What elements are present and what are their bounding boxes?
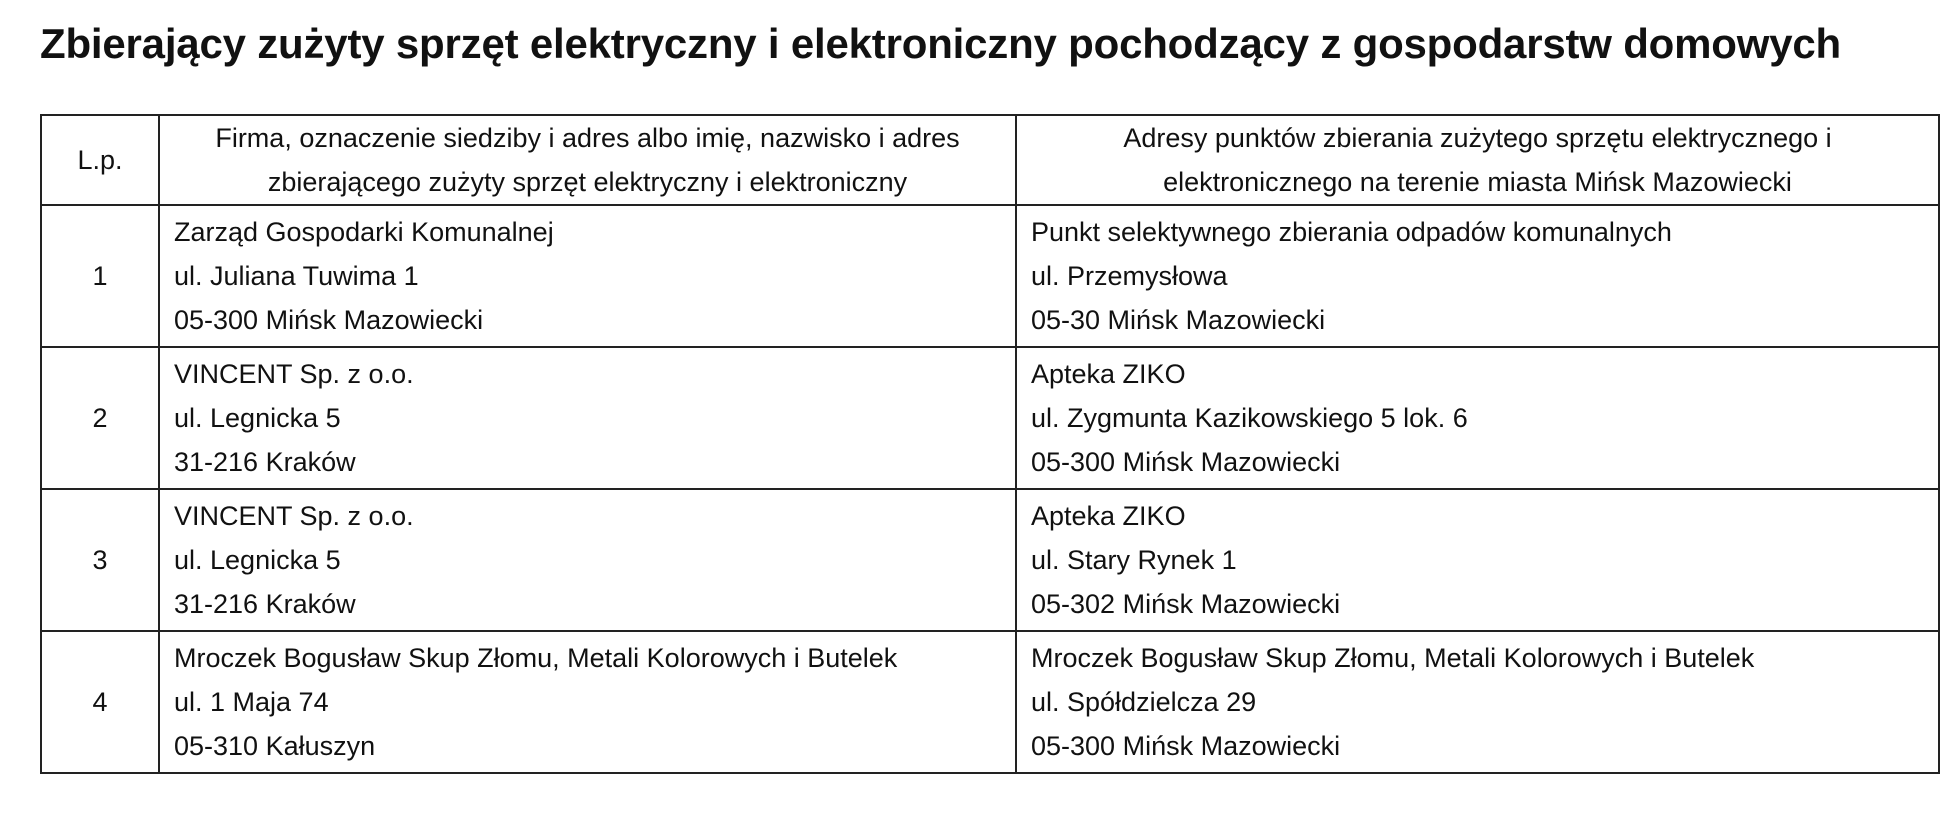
table-row (41, 347, 1939, 489)
header-firm-line: Firma, oznaczenie siedziby i adres albo imię, nazwisko i adres (215, 123, 960, 153)
firm-line: 31-216 Kraków (174, 447, 356, 477)
collectors-table (40, 114, 1940, 774)
address-line: 05-30 Mińsk Mazowiecki (1031, 305, 1326, 335)
firm-line: Mroczek Bogusław Skup Złomu, Metali Kolorowych i Butelek (174, 643, 898, 673)
address-line: 05-300 Mińsk Mazowiecki (1031, 447, 1341, 477)
header-lp-label: L.p. (77, 145, 123, 175)
address-line: ul. Stary Rynek 1 (1031, 545, 1237, 575)
address-line: Apteka ZIKO (1031, 359, 1186, 389)
header-firm (159, 115, 1016, 205)
firm-line: 31-216 Kraków (174, 589, 356, 619)
row-number: 1 (41, 205, 159, 347)
firm-line: 05-300 Mińsk Mazowiecki (174, 305, 484, 335)
page-title: Zbierający zużyty sprzęt elektryczny i elektroniczny pochodzący z gospodarstw domowych (40, 20, 1841, 67)
row-number: 4 (41, 631, 159, 773)
address-cell (1016, 205, 1939, 347)
address-line: Apteka ZIKO (1031, 501, 1186, 531)
address-line: ul. Spółdzielcza 29 (1031, 687, 1257, 717)
table-row (41, 489, 1939, 631)
address-cell (1016, 631, 1939, 773)
address-line: Punkt selektywnego zbierania odpadów komunalnych (1031, 217, 1672, 247)
header-lp (41, 115, 159, 205)
address-line: 05-300 Mińsk Mazowiecki (1031, 731, 1341, 761)
firm-line: ul. Juliana Tuwima 1 (174, 261, 419, 291)
address-cell (1016, 347, 1939, 489)
firm-cell (159, 489, 1016, 631)
firm-line: VINCENT Sp. z o.o. (174, 359, 414, 389)
firm-line: VINCENT Sp. z o.o. (174, 501, 414, 531)
row-number: 2 (41, 347, 159, 489)
table-row (41, 205, 1939, 347)
row-number: 3 (41, 489, 159, 631)
firm-line: Zarząd Gospodarki Komunalnej (174, 217, 554, 247)
table-row (41, 631, 1939, 773)
firm-cell (159, 205, 1016, 347)
firm-line: ul. Legnicka 5 (174, 403, 341, 433)
firm-line: 05-310 Kałuszyn (174, 731, 376, 761)
address-line: ul. Zygmunta Kazikowskiego 5 lok. 6 (1031, 403, 1468, 433)
address-line: ul. Przemysłowa (1031, 261, 1228, 291)
address-line: Mroczek Bogusław Skup Złomu, Metali Kolorowych i Butelek (1031, 643, 1755, 673)
header-address-line: Adresy punktów zbierania zużytego sprzętu elektrycznego i (1123, 123, 1832, 153)
firm-line: ul. Legnicka 5 (174, 545, 341, 575)
address-cell (1016, 489, 1939, 631)
header-firm-line: zbierającego zużyty sprzęt elektryczny i elektroniczny (267, 167, 908, 197)
header-address (1016, 115, 1939, 205)
table-header-row (41, 115, 1939, 205)
firm-cell (159, 631, 1016, 773)
header-address-line: elektronicznego na terenie miasta Mińsk Mazowiecki (1163, 167, 1792, 197)
address-line: 05-302 Mińsk Mazowiecki (1031, 589, 1341, 619)
firm-cell (159, 347, 1016, 489)
firm-line: ul. 1 Maja 74 (174, 687, 329, 717)
